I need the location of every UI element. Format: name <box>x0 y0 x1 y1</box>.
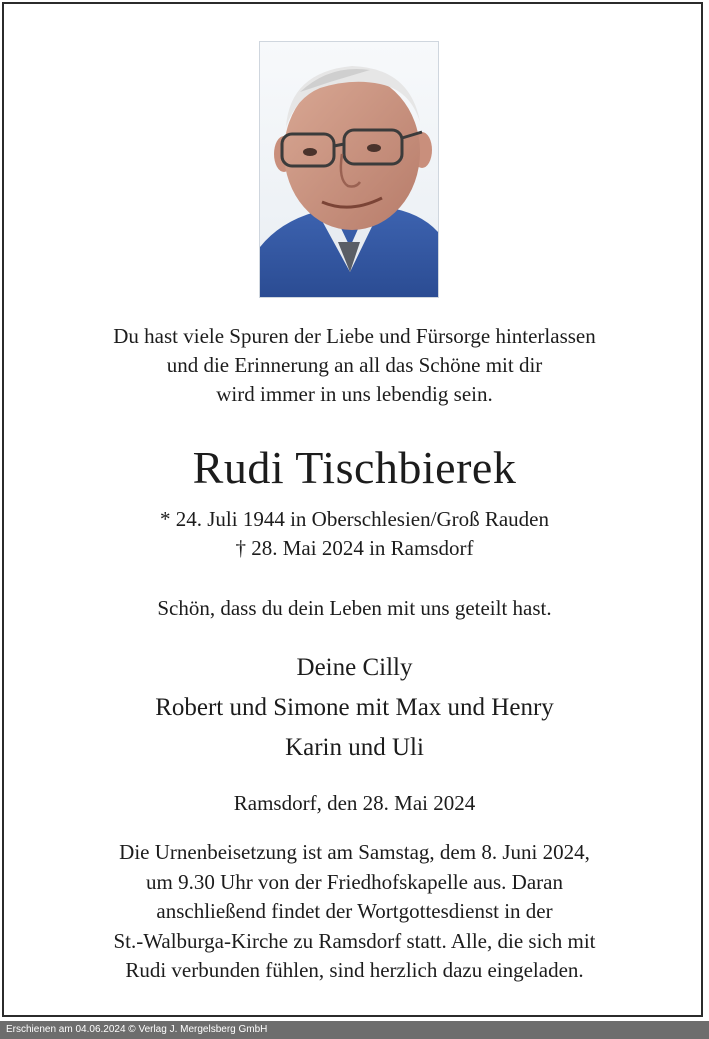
publication-footer: Erschienen am 04.06.2024 © Verlag J. Mergelsberg GmbH <box>0 1021 709 1039</box>
mourner-line: Deine Cilly <box>296 654 413 681</box>
verse-line: wird immer in uns lebendig sein. <box>216 382 493 406</box>
verse-line: Du hast viele Spuren der Liebe und Fürsorge hinterlassen <box>113 324 596 348</box>
death-line: † 28. Mai 2024 in Ramsdorf <box>235 536 474 560</box>
verse-line: und die Erinnerung an all das Schöne mit dir <box>166 353 543 377</box>
birth-line: * 24. Juli 1944 in Oberschlesien/Groß Rauden <box>159 507 550 531</box>
farewell-quote: Schön, dass du dein Leben mit uns geteilt hast. <box>157 596 552 620</box>
funeral-notice <box>0 838 709 986</box>
notice-line: um 9.30 Uhr von der Friedhofskapelle aus. Daran <box>146 869 563 894</box>
portrait-photo <box>259 41 439 298</box>
life-dates <box>0 505 709 563</box>
mourner-line: Karin und Uli <box>285 734 424 761</box>
notice-line: Rudi verbunden fühlen, sind herzlich dazu eingeladen. <box>125 958 584 982</box>
deceased-name: Rudi Tischbierek <box>192 442 517 493</box>
memorial-verse <box>0 322 709 409</box>
notice-line: Die Urnenbeisetzung ist am Samstag, dem 8. Juni 2024, <box>119 840 590 864</box>
notice-line: St.-Walburga-Kirche zu Ramsdorf statt. Alle, die sich mit <box>113 928 596 953</box>
notice-line: anschließend findet der Wortgottesdienst in der <box>156 899 553 923</box>
place-date: Ramsdorf, den 28. Mai 2024 <box>233 791 476 815</box>
mourners-list <box>0 648 709 768</box>
mourner-line: Robert und Simone mit Max und Henry <box>155 694 554 721</box>
